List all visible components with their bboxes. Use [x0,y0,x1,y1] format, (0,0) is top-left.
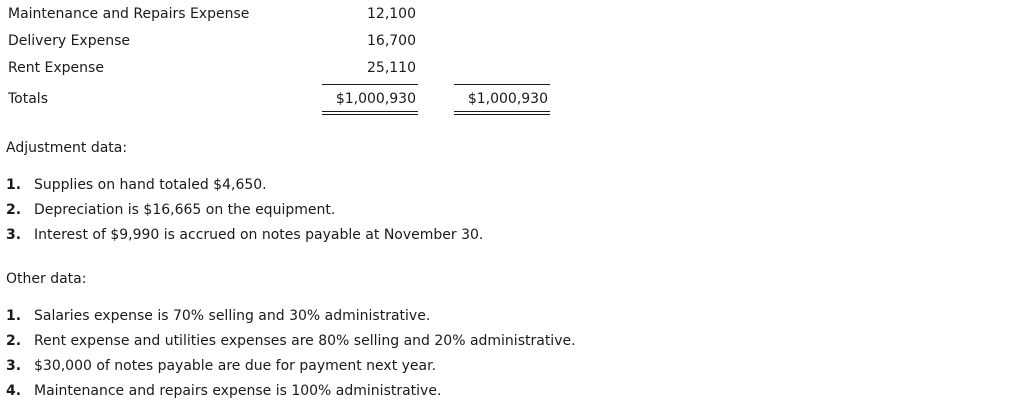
debit-amount: 16,700 [367,33,416,49]
item-text: Maintenance and repairs expense is 100% administrative. [34,383,442,399]
account-name: Delivery Expense [8,33,130,49]
item-text: Depreciation is $16,665 on the equipment. [34,202,336,218]
credit-total-double-rule [454,111,550,115]
debit-amount: 12,100 [367,6,416,22]
item-text: Interest of $9,990 is accrued on notes payable at November 30. [34,227,484,243]
list-item [6,202,335,218]
item-text: Supplies on hand totaled $4,650. [34,177,267,193]
item-number: 2. [6,333,22,349]
item-text: Rent expense and utilities expenses are 80% selling and 20% administrative. [34,333,576,349]
account-name: Maintenance and Repairs Expense [8,6,250,22]
item-number: 2. [6,202,22,218]
item-text: Salaries expense is 70% selling and 30% administrative. [34,308,431,324]
debit-total-double-rule [322,111,418,115]
debit-amount: 25,110 [367,60,416,76]
debit-total: $1,000,930 [335,91,416,107]
account-name: Rent Expense [8,60,104,76]
item-number: 1. [6,308,22,324]
totals-label: Totals [8,91,48,107]
list-item [6,308,430,324]
list-item [6,227,483,243]
list-item [6,177,267,193]
item-number: 4. [6,383,22,399]
debit-total-rule [322,84,418,85]
list-item [6,358,436,374]
item-number: 3. [6,227,22,243]
other-data-heading: Other data: [6,271,87,287]
item-text: $30,000 of notes payable are due for payment next year. [34,358,437,374]
item-number: 3. [6,358,22,374]
credit-total-rule [454,84,550,85]
adjustment-data-heading: Adjustment data: [6,140,128,156]
list-item [6,333,576,349]
credit-total: $1,000,930 [467,91,548,107]
list-item [6,383,441,399]
item-number: 1. [6,177,22,193]
